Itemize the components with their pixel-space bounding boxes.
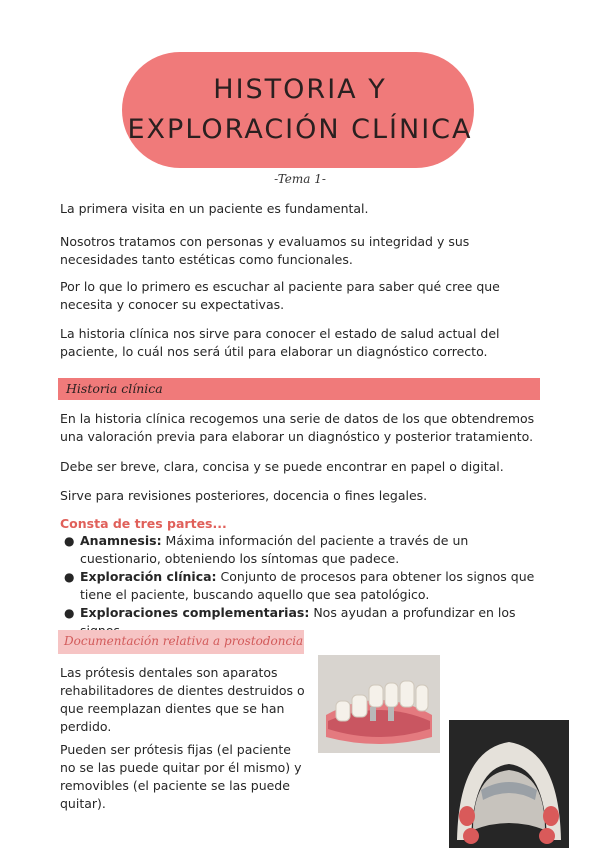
parts-title: Consta de tres partes... — [60, 516, 227, 531]
list-item — [60, 568, 540, 604]
prostodoncia-paragraph-2: Pueden ser prótesis fijas (el paciente no se las puede quitar por él mismo) y removibles (el paciente se las puede quitar). — [60, 742, 302, 811]
part-text: Conjunto de procesos para obtener los signos que tiene el paciente, buscando aquello que sea patológico. — [80, 569, 535, 602]
part-term: Exploraciones complementarias: — [80, 605, 310, 620]
intro-paragraph-3: Por lo que lo primero es escuchar al paciente para saber qué cree que necesita y conocer su expectativas. — [60, 279, 500, 312]
historia-paragraph-3: Sirve para revisiones posteriores, docencia o fines legales. — [60, 488, 428, 503]
parts-list — [60, 532, 540, 640]
intro-paragraph-1: La primera visita en un paciente es fundamental. — [60, 201, 369, 216]
part-term: Anamnesis: — [80, 533, 162, 548]
removable-partial-denture-image — [449, 720, 569, 848]
page-title-line2: EXPLORACIÓN CLÍNICA — [127, 114, 473, 145]
section-heading-prostodoncia: Documentación relativa a prostodoncia — [64, 634, 304, 648]
intro-paragraph-4: La historia clínica nos sirve para conocer el estado de salud actual del paciente, lo cuál nos será útil para elaborar un diagnóstico correcto. — [60, 326, 500, 359]
prostodoncia-paragraph-1: Las prótesis dentales son aparatos rehabilitadores de dientes destruidos o que reemplazan dientes que se han perdido. — [60, 665, 305, 734]
bullet-icon: ● — [64, 606, 75, 620]
section-heading-historia: Historia clínica — [66, 381, 163, 396]
historia-paragraph-1: En la historia clínica recogemos una serie de datos de los que obtendremos una valoración previa para elaborar un diagnóstico y posterior tratamiento. — [60, 411, 535, 444]
fixed-bridge-prosthesis-image — [318, 655, 440, 753]
title-banner — [122, 52, 474, 168]
denture-icon — [449, 720, 569, 848]
list-item — [60, 532, 540, 568]
part-text: Máxima información del paciente a través de un cuestionario, obteniendo los síntomas que padece. — [80, 533, 469, 566]
bullet-icon: ● — [64, 570, 75, 584]
part-term: Exploración clínica: — [80, 569, 217, 584]
intro-paragraph-2: Nosotros tratamos con personas y evaluamos su integridad y sus necesidades tanto estéticas como funcionales. — [60, 234, 470, 267]
page-subtitle: -Tema 1- — [274, 172, 326, 186]
bullet-icon: ● — [64, 534, 75, 548]
page-title-line1: HISTORIA Y — [213, 74, 387, 105]
dental-bridge-icon — [318, 655, 440, 753]
part-text: Nos ayudan a profundizar en los — [313, 605, 516, 620]
historia-paragraph-2: Debe ser breve, clara, concisa y se puede encontrar en papel o digital. — [60, 459, 504, 474]
